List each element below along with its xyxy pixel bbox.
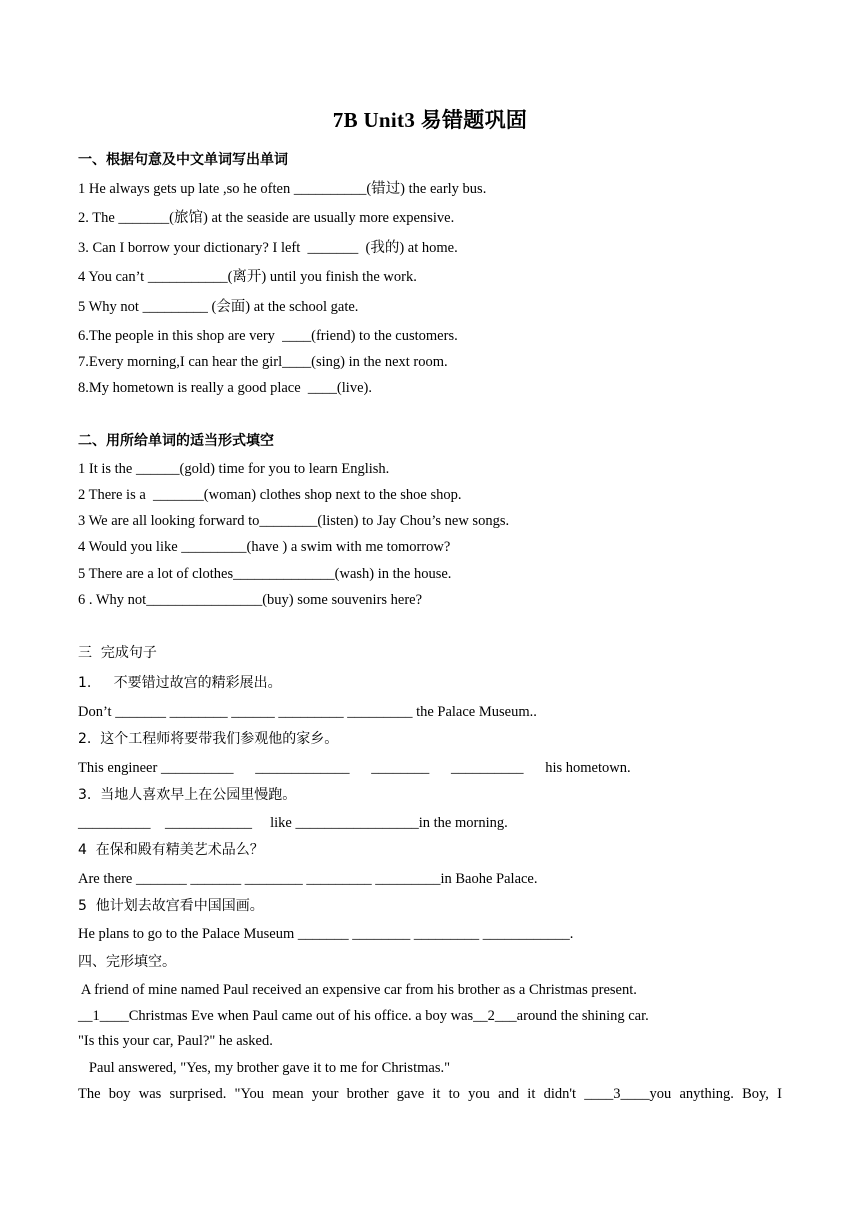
section3-item-5-english: He plans to go to the Palace Museum _______ ________ _________ ____________.	[78, 926, 574, 942]
section2-item-6: 6 . Why not________________(buy) some souvenirs here?	[78, 592, 423, 608]
section3-item-2-english: This engineer __________ _____________ ________ __________ his hometown.	[78, 760, 631, 776]
section3-item-5-chinese: 5 他计划去故宫看中国国画。	[78, 898, 264, 914]
section3-item-3-chinese: 3. 当地人喜欢早上在公园里慢跑。	[78, 787, 297, 803]
section3-item-4-chinese: 4 在保和殿有精美艺术品么？	[78, 842, 264, 858]
section2-item-4: 4 Would you like _________(have ) a swim with me tomorrow?	[78, 539, 451, 555]
section4-line-5: The boy was surprised. "You mean your brother gave it to you and it didn't ____3____you anything. Boy, I	[78, 1086, 782, 1102]
section3-item-1-english: Don’t _______ ________ ______ _________ _________ the Palace Museum..	[78, 704, 537, 720]
section4-line-1: A friend of mine named Paul received an expensive car from his brother as a Christmas present.	[78, 982, 637, 998]
section3-item-3-english: __________ ____________ like _________________in the morning.	[78, 815, 508, 831]
section2-item-1: 1 It is the ______(gold) time for you to learn English.	[78, 461, 390, 477]
section2-item-2: 2 There is a _______(woman) clothes shop next to the shoe shop.	[78, 487, 462, 503]
section1-item-6: 6.The people in this shop are very ____(friend) to the customers.	[78, 328, 458, 344]
section4-line-4: Paul answered, "Yes, my brother gave it to me for Christmas."	[78, 1060, 451, 1076]
section1-heading: 一、根据句意及中文单词写出单词	[78, 152, 288, 168]
section1-item-2: 2. The _______(旅馆) at the seaside are usually more expensive.	[78, 210, 455, 226]
section1-item-8: 8.My hometown is really a good place ____(live).	[78, 380, 372, 396]
section3-item-4-english: Are there _______ _______ ________ _________ _________in Baohe Palace.	[78, 871, 538, 887]
section1-item-1: 1 He always gets up late ,so he often __________(错过) the early bus.	[78, 181, 487, 197]
section4-heading: 四、完形填空。	[78, 954, 176, 970]
section4-line-3: "Is this your car, Paul?" he asked.	[78, 1033, 273, 1049]
page-title: 7B Unit3 易错题巩固	[332, 108, 528, 132]
section4-line-2: __1____Christmas Eve when Paul came out of his office. a boy was__2___around the shining car.	[78, 1008, 649, 1024]
section3-heading: 三 完成句子	[78, 645, 157, 661]
section1-item-5: 5 Why not _________ (会面) at the school gate.	[78, 299, 359, 315]
section2-heading: 二、用所给单词的适当形式填空	[78, 433, 274, 449]
section1-item-4: 4 You can’t ___________(离开) until you finish the work.	[78, 269, 417, 285]
section3-item-2-chinese: 2. 这个工程师将要带我们参观他的家乡。	[78, 731, 339, 747]
section2-item-3: 3 We are all looking forward to________(listen) to Jay Chou’s new songs.	[78, 513, 510, 529]
section1-item-7: 7.Every morning,I can hear the girl____(sing) in the next room.	[78, 354, 448, 370]
section3-item-1-chinese: 1. 不要错过故宫的精彩展出。	[78, 675, 282, 691]
section1-item-3: 3. Can I borrow your dictionary? I left _______ (我的) at home.	[78, 240, 458, 256]
section2-item-5: 5 There are a lot of clothes______________(wash) in the house.	[78, 566, 452, 582]
